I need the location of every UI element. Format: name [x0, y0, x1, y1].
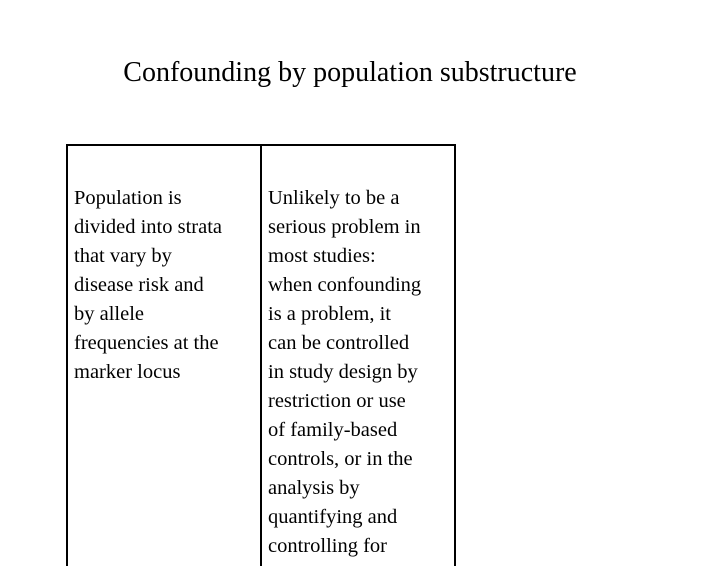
- table-cell-description: Population is divided into strata that vary by disease risk and by allele frequencies at the marker locus: [74, 187, 223, 383]
- slide-title: Confounding by population substructure: [123, 57, 577, 88]
- column-divider: [260, 146, 262, 566]
- content-table: [66, 144, 456, 566]
- table-cell-assessment: Unlikely to be a serious problem in most studies: when confounding is a problem, it can be controlled in study design by restriction or use of family-based controls, or in the analysis by quantifying and controlling for: [268, 187, 422, 557]
